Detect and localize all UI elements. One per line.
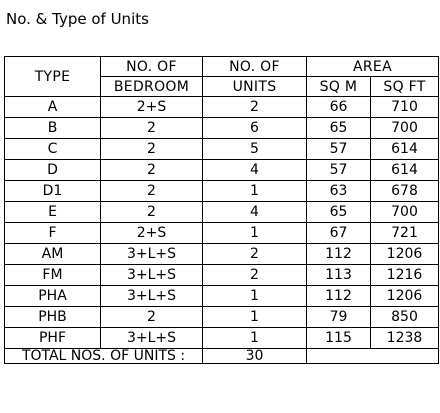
cell-bedroom: 3+L+S (101, 265, 203, 286)
cell-bedroom: 3+L+S (101, 328, 203, 349)
cell-type: B (5, 118, 101, 139)
cell-sqft: 710 (371, 97, 439, 118)
table-row (5, 223, 439, 244)
cell-type: AM (5, 244, 101, 265)
cell-sqft: 700 (371, 202, 439, 223)
table-row (5, 97, 439, 118)
cell-units: 1 (203, 328, 307, 349)
cell-type: PHA (5, 286, 101, 307)
cell-sqm: 79 (307, 307, 371, 328)
cell-sqm: 115 (307, 328, 371, 349)
cell-units: 2 (203, 97, 307, 118)
table-row (5, 160, 439, 181)
cell-sqft: 700 (371, 118, 439, 139)
table-row (5, 202, 439, 223)
cell-sqft: 678 (371, 181, 439, 202)
cell-sqft: 721 (371, 223, 439, 244)
cell-type: PHB (5, 307, 101, 328)
table-row (5, 328, 439, 349)
cell-sqft: 614 (371, 160, 439, 181)
table-header (5, 57, 439, 97)
cell-units: 2 (203, 265, 307, 286)
table-row (5, 118, 439, 139)
cell-bedroom: 3+L+S (101, 286, 203, 307)
cell-units: 1 (203, 286, 307, 307)
cell-type: PHF (5, 328, 101, 349)
cell-sqft: 1238 (371, 328, 439, 349)
cell-units: 1 (203, 223, 307, 244)
table-row (5, 265, 439, 286)
header-bedroom-line1: NO. OF (101, 57, 203, 77)
header-area: AREA (307, 57, 439, 77)
cell-type: C (5, 139, 101, 160)
cell-bedroom: 2 (101, 202, 203, 223)
total-label: TOTAL NOS. OF UNITS : (5, 349, 203, 364)
header-units-line2: UNITS (203, 77, 307, 97)
cell-sqft: 1216 (371, 265, 439, 286)
cell-units: 4 (203, 160, 307, 181)
cell-units: 1 (203, 181, 307, 202)
cell-sqm: 113 (307, 265, 371, 286)
cell-bedroom: 2 (101, 118, 203, 139)
cell-sqm: 66 (307, 97, 371, 118)
cell-units: 2 (203, 244, 307, 265)
cell-units: 4 (203, 202, 307, 223)
total-row (5, 349, 439, 364)
cell-bedroom: 2+S (101, 223, 203, 244)
table-row (5, 286, 439, 307)
cell-bedroom: 2 (101, 181, 203, 202)
header-sqft: SQ FT (371, 77, 439, 97)
cell-type: D (5, 160, 101, 181)
header-sqm: SQ M (307, 77, 371, 97)
header-row-1 (5, 57, 439, 77)
cell-sqm: 57 (307, 160, 371, 181)
units-table (4, 56, 439, 364)
cell-sqm: 57 (307, 139, 371, 160)
cell-sqft: 1206 (371, 244, 439, 265)
cell-units: 5 (203, 139, 307, 160)
cell-type: FM (5, 265, 101, 286)
cell-type: A (5, 97, 101, 118)
header-units-line1: NO. OF (203, 57, 307, 77)
table-footer (5, 349, 439, 364)
cell-sqft: 850 (371, 307, 439, 328)
table-row (5, 181, 439, 202)
total-value: 30 (203, 349, 307, 364)
cell-sqm: 63 (307, 181, 371, 202)
cell-sqm: 67 (307, 223, 371, 244)
total-empty-cell (307, 349, 439, 364)
cell-sqm: 65 (307, 118, 371, 139)
cell-bedroom: 2 (101, 139, 203, 160)
cell-sqft: 614 (371, 139, 439, 160)
cell-bedroom: 2 (101, 160, 203, 181)
cell-sqm: 112 (307, 286, 371, 307)
table-row (5, 139, 439, 160)
page-title: No. & Type of Units (6, 10, 149, 28)
cell-sqm: 65 (307, 202, 371, 223)
cell-type: D1 (5, 181, 101, 202)
header-type: TYPE (5, 57, 101, 97)
cell-bedroom: 3+L+S (101, 244, 203, 265)
cell-units: 1 (203, 307, 307, 328)
cell-units: 6 (203, 118, 307, 139)
cell-sqft: 1206 (371, 286, 439, 307)
table-body (5, 97, 439, 349)
table-row (5, 307, 439, 328)
cell-type: E (5, 202, 101, 223)
cell-bedroom: 2+S (101, 97, 203, 118)
cell-sqm: 112 (307, 244, 371, 265)
cell-bedroom: 2 (101, 307, 203, 328)
table-row (5, 244, 439, 265)
cell-type: F (5, 223, 101, 244)
header-bedroom-line2: BEDROOM (101, 77, 203, 97)
